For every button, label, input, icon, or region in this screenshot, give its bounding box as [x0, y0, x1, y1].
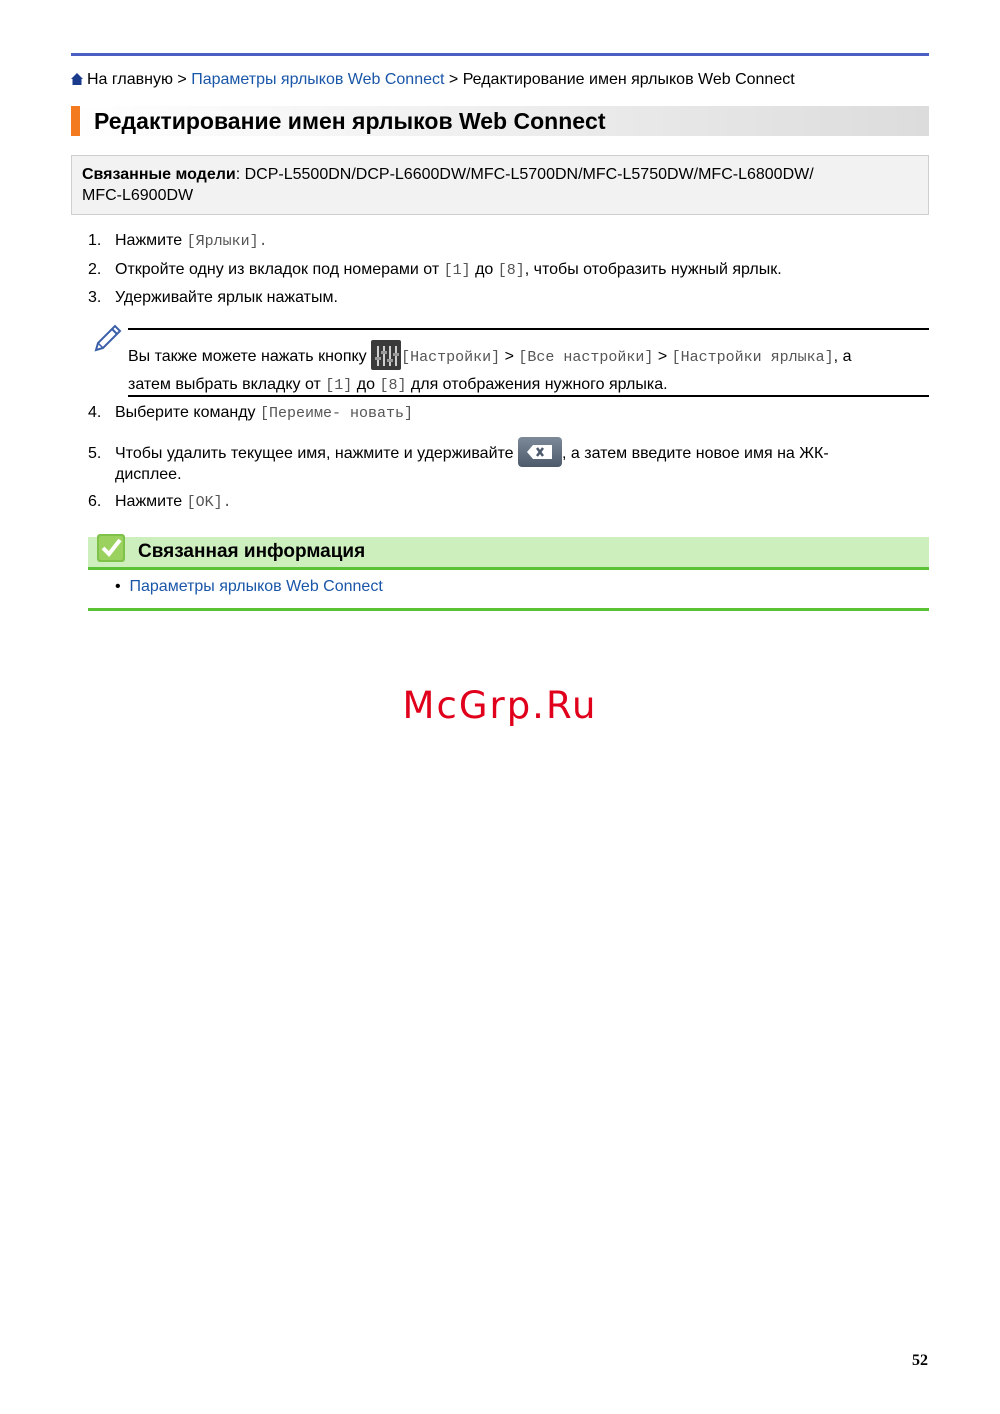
step-number: 5. [88, 445, 102, 462]
backspace-button-icon [518, 437, 562, 467]
note-text-a: Вы также можете нажать кнопку [128, 348, 372, 365]
watermark: McGrp.Ru [402, 684, 598, 727]
note-bottom-rule [128, 395, 929, 397]
step-tail: . [222, 494, 232, 511]
ui-label-tab-1: [1] [325, 377, 353, 394]
models-line-1: DCP-L5500DN/DCP-L6600DW/MFC-L5700DN/MFC-L5750DW/MFC-L6800DW/ [244, 166, 814, 183]
note-text [128, 340, 928, 399]
step-text: Чтобы удалить текущее имя, нажмите и удерживайте [115, 445, 518, 462]
step-3 [88, 289, 338, 307]
page-number: 52 [912, 1352, 928, 1369]
step-tail: . [258, 233, 268, 250]
step-text: Выберите команду [115, 404, 260, 421]
related-info-heading: Связанная информация [138, 541, 366, 562]
ui-label-tab-1: [1] [443, 262, 471, 279]
step-tail: , а затем введите новое имя на ЖК- [562, 445, 829, 462]
step-text: Откройте одну из вкладок под номерами от [115, 261, 444, 278]
top-rule [71, 53, 929, 56]
step-5-continuation: дисплее. [115, 466, 182, 483]
note-text-c: затем выбрать вкладку от [128, 376, 326, 393]
note-text-e: для отображения нужного ярлыка. [406, 376, 668, 393]
step-1 [88, 232, 268, 250]
step-text: Нажмите [115, 493, 187, 510]
related-info-bar [88, 537, 929, 570]
step-number: 6. [88, 493, 102, 510]
title-accent-mark [71, 106, 80, 136]
step-2 [88, 261, 782, 279]
related-info-list [115, 578, 383, 596]
note-text-d: до [352, 376, 380, 393]
related-bottom-rule [88, 608, 929, 611]
note-top-rule [128, 328, 929, 330]
breadcrumb-separator: > [172, 71, 192, 88]
pencil-icon [92, 322, 124, 354]
ui-label-shortcuts: [Ярлыки] [186, 233, 259, 250]
breadcrumb-current: Редактирование имен ярлыков Web Connect [462, 71, 795, 88]
page-title: Редактирование имен ярлыков Web Connect [94, 108, 606, 134]
ui-label-tab-8: [8] [379, 377, 407, 394]
ui-label-tab-8: [8] [497, 262, 525, 279]
step-4 [88, 404, 413, 422]
step-5 [88, 437, 829, 467]
checkmark-icon [96, 533, 126, 563]
title-bar [71, 106, 929, 136]
ui-label-ok: [OK] [186, 494, 223, 511]
related-models-box [71, 155, 929, 215]
ui-label-shortcut-settings: [Настройки ярлыка] [671, 349, 834, 366]
breadcrumb-separator: > [444, 71, 463, 88]
note-separator: > [653, 348, 672, 365]
related-link[interactable]: Параметры ярлыков Web Connect [129, 578, 383, 595]
step-text: Нажмите [115, 232, 187, 249]
note-separator: > [500, 348, 519, 365]
ui-label-all-settings: [Все настройки] [518, 349, 654, 366]
step-text: Удерживайте ярлык нажатым. [115, 289, 338, 306]
ui-label-settings: [Настройки] [401, 349, 501, 366]
models-line-2: MFC-L6900DW [82, 187, 194, 204]
ui-label-rename: [Переиме- новать] [259, 405, 414, 422]
step-tail: , чтобы отобразить нужный ярлык. [524, 261, 782, 278]
home-icon [71, 73, 83, 85]
breadcrumb-parent-link[interactable]: Параметры ярлыков Web Connect [191, 71, 445, 88]
breadcrumb [71, 71, 795, 89]
step-6 [88, 493, 232, 511]
list-bullet: • [115, 578, 121, 595]
breadcrumb-home[interactable]: На главную [87, 71, 173, 88]
models-label: Связанные модели [82, 166, 236, 183]
step-text-mid: до [470, 261, 498, 278]
note-text-b: , а [833, 348, 852, 365]
models-separator: : [235, 166, 245, 183]
step-number: 4. [88, 404, 102, 421]
settings-button-icon [371, 340, 401, 370]
step-number: 1. [88, 232, 102, 249]
step-number: 3. [88, 289, 102, 306]
step-number: 2. [88, 261, 102, 278]
